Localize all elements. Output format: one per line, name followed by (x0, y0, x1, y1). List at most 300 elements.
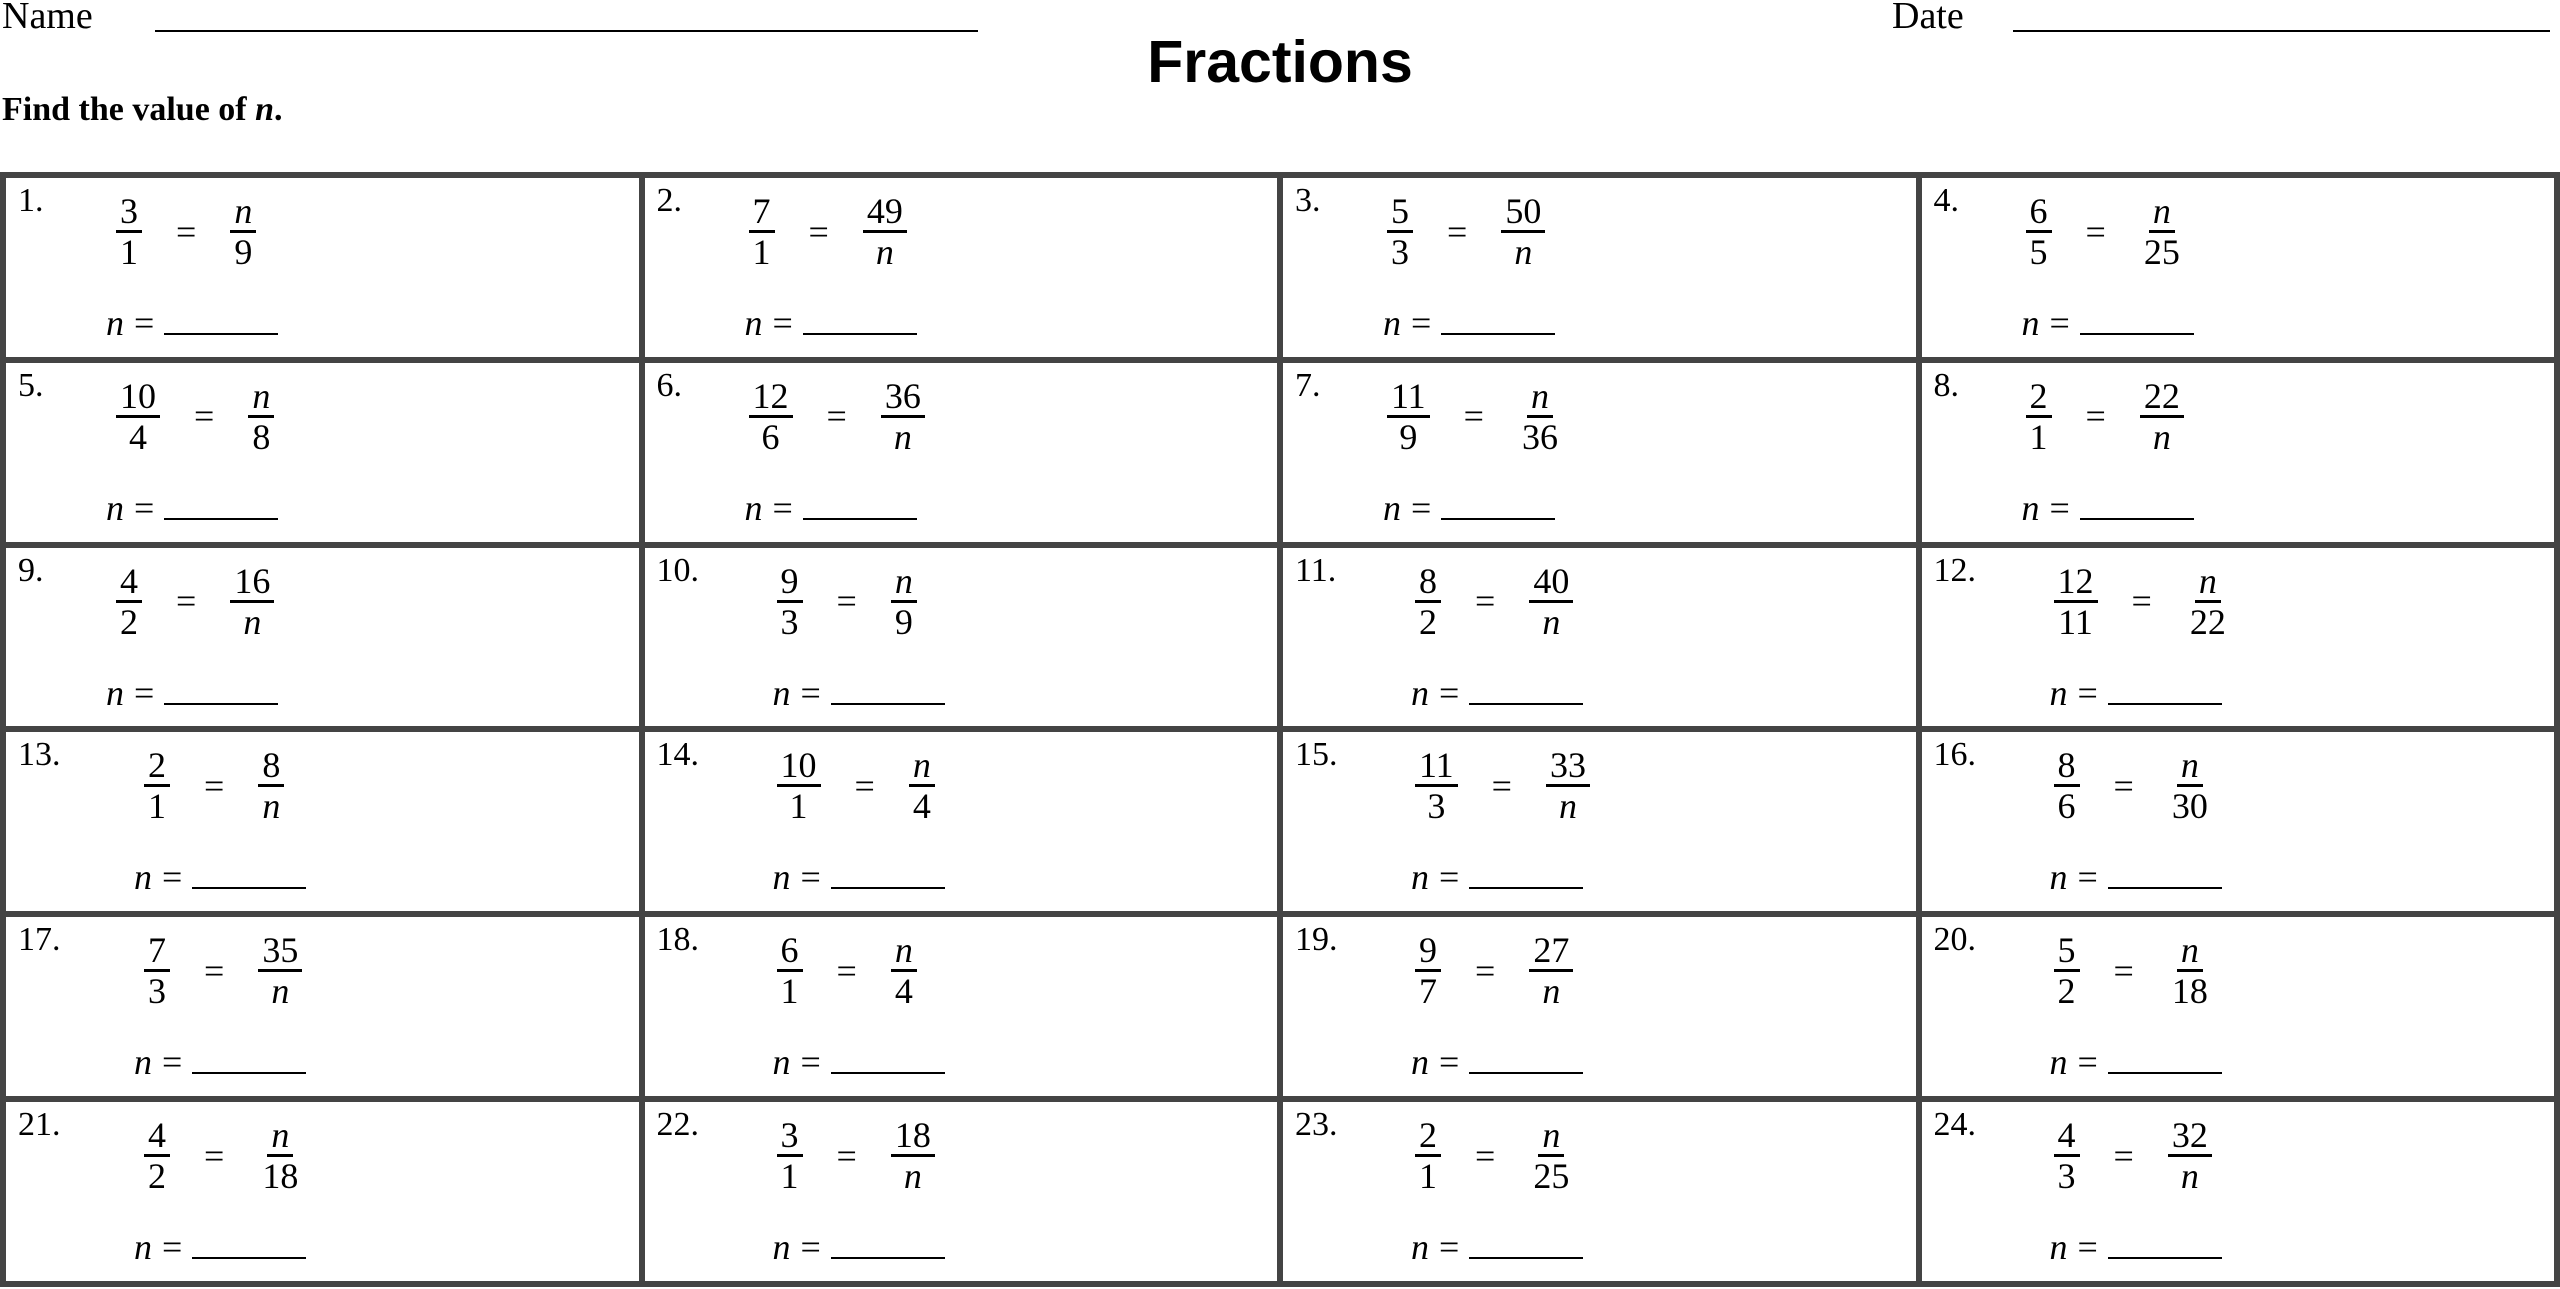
numerator: 6 (2026, 192, 2052, 233)
problem-number: 13. (18, 736, 61, 774)
problem-number: 3. (1295, 182, 1321, 219)
numerator: 16 (230, 562, 274, 603)
problem-number: 8. (1933, 366, 1959, 404)
denominator: n (243, 601, 262, 642)
right-fraction (881, 377, 925, 456)
numerator: 8 (1415, 562, 1441, 603)
numerator: 9 (777, 562, 803, 603)
denominator: 1 (780, 971, 799, 1012)
left-fraction (777, 1116, 803, 1195)
equals-sign: = (826, 396, 847, 437)
denominator: 6 (761, 416, 780, 457)
numerator: n (2195, 562, 2221, 603)
proportion-equation (2054, 1116, 2212, 1195)
numerator: n (1527, 377, 1553, 418)
left-fraction (2054, 931, 2080, 1010)
denominator: 1 (148, 786, 166, 827)
problem-number: 2. (656, 182, 682, 219)
problem-number: 6. (656, 366, 682, 404)
denominator: n (271, 971, 290, 1012)
equals-sign: = (194, 396, 215, 437)
numerator: n (267, 1116, 293, 1157)
denominator: 1 (120, 232, 138, 272)
problem-cell (3, 914, 642, 1099)
denominator: n (2152, 416, 2171, 457)
answer-line (2022, 487, 2194, 529)
numerator: 2 (1415, 1116, 1441, 1157)
answer-line (1411, 1041, 1583, 1083)
proportion-equation (749, 192, 907, 271)
problem-number: 9. (18, 551, 44, 589)
denominator: 1 (780, 1156, 799, 1197)
numerator: 7 (144, 931, 170, 972)
answer-blank[interactable] (192, 1229, 306, 1259)
problem-grid (0, 172, 2560, 1287)
numerator: 50 (1501, 192, 1545, 233)
answer-blank[interactable] (831, 675, 945, 705)
answer-variable: n (106, 672, 124, 713)
answer-equals: = (134, 672, 155, 713)
equals-sign: = (1447, 211, 1468, 252)
answer-equals: = (162, 1042, 183, 1083)
right-fraction (863, 192, 907, 271)
answer-blank[interactable] (803, 490, 917, 520)
numerator: 8 (2054, 746, 2080, 787)
denominator: 1 (789, 786, 808, 827)
denominator: 3 (1427, 786, 1446, 827)
denominator: 2 (120, 601, 138, 642)
denominator: 4 (894, 971, 913, 1012)
numerator: 10 (777, 746, 821, 787)
proportion-equation (2054, 746, 2212, 825)
left-fraction (144, 931, 170, 1010)
answer-variable: n (106, 487, 124, 528)
denominator: n (262, 786, 281, 827)
answer-line (106, 302, 278, 344)
problem-cell (1280, 360, 1919, 545)
answer-blank[interactable] (2108, 675, 2222, 705)
denominator: 3 (148, 971, 166, 1012)
answer-line (134, 1226, 306, 1268)
denominator: 18 (262, 1156, 299, 1197)
right-fraction (1501, 192, 1545, 271)
numerator: 5 (2054, 931, 2080, 972)
left-fraction (1415, 931, 1441, 1010)
answer-blank[interactable] (831, 859, 945, 889)
page-title: Fractions (1147, 29, 1413, 95)
numerator: 2 (2026, 377, 2052, 418)
numerator: 4 (144, 1116, 170, 1157)
proportion-equation (1415, 746, 1590, 825)
denominator: 2 (2057, 971, 2076, 1012)
numerator: 35 (258, 931, 302, 972)
problem-cell (1919, 175, 2558, 360)
equals-sign: = (2085, 396, 2106, 437)
left-fraction (2054, 562, 2098, 641)
proportion-equation (116, 192, 256, 271)
denominator: 1 (1419, 1156, 1437, 1197)
answer-line (773, 1226, 945, 1268)
answer-equals: = (2077, 672, 2098, 713)
right-fraction (1529, 1116, 1573, 1195)
numerator: 6 (777, 931, 803, 972)
denominator: n (893, 416, 912, 457)
numerator: 27 (1529, 931, 1573, 972)
answer-blank[interactable] (192, 1044, 306, 1074)
left-fraction (116, 192, 142, 271)
denominator: 36 (1521, 416, 1558, 457)
numerator: 5 (1387, 192, 1413, 233)
left-fraction (777, 562, 803, 641)
answer-blank[interactable] (2108, 1044, 2222, 1074)
answer-line (1383, 302, 1555, 344)
numerator: 40 (1529, 562, 1573, 603)
instruction-variable: n (255, 91, 275, 128)
answer-variable: n (1411, 857, 1429, 898)
proportion-equation (777, 1116, 935, 1195)
numerator: n (2149, 192, 2175, 233)
equals-sign: = (854, 765, 875, 806)
date-label: Date (1892, 0, 1964, 37)
answer-equals: = (772, 303, 793, 343)
proportion-equation (144, 931, 302, 1010)
answer-blank[interactable] (1469, 1229, 1583, 1259)
denominator: 8 (252, 416, 271, 457)
answer-variable: n (1411, 1227, 1429, 1268)
equals-sign: = (836, 950, 857, 991)
proportion-equation (2054, 931, 2212, 1010)
answer-equals: = (772, 487, 793, 528)
answer-equals: = (134, 487, 155, 528)
denominator: 5 (2029, 232, 2048, 272)
denominator: 3 (1391, 232, 1409, 272)
proportion-equation (2026, 377, 2184, 456)
answer-equals: = (1411, 487, 1432, 528)
denominator: 2 (1419, 601, 1437, 642)
numerator: 12 (2054, 562, 2098, 603)
left-fraction (1415, 562, 1441, 641)
numerator: 3 (777, 1116, 803, 1157)
denominator: n (1514, 232, 1533, 272)
numerator: 12 (749, 377, 793, 418)
answer-equals: = (1439, 857, 1460, 898)
answer-line (745, 302, 917, 344)
answer-equals: = (1439, 672, 1460, 713)
problem-cell (1919, 545, 2558, 730)
equals-sign: = (1475, 1135, 1496, 1176)
denominator: n (875, 232, 894, 272)
proportion-equation (1387, 377, 1562, 456)
answer-variable: n (772, 1042, 791, 1083)
problem-cell (3, 1099, 642, 1284)
problem-number: 23. (1295, 1106, 1338, 1144)
answer-variable: n (1411, 1042, 1429, 1083)
denominator: 6 (2057, 786, 2076, 827)
right-fraction (2168, 1116, 2212, 1195)
right-fraction (258, 1116, 302, 1195)
answer-line (2022, 302, 2194, 344)
problem-cell (1280, 545, 1919, 730)
answer-blank[interactable] (803, 305, 917, 335)
answer-blank[interactable] (1441, 305, 1555, 335)
answer-variable: n (2049, 1227, 2068, 1268)
problem-number: 4. (1933, 182, 1959, 219)
denominator: 25 (1533, 1156, 1570, 1197)
problem-cell (1280, 175, 1919, 360)
equals-sign: = (176, 211, 197, 252)
right-fraction (248, 377, 274, 456)
answer-line (106, 672, 278, 714)
problem-cell (3, 360, 642, 545)
denominator: 4 (912, 786, 931, 827)
numerator: 3 (116, 192, 142, 233)
left-fraction (2054, 746, 2080, 825)
answer-equals: = (800, 1042, 821, 1083)
numerator: 11 (1387, 377, 1430, 418)
right-fraction (1529, 931, 1573, 1010)
left-fraction (2026, 192, 2052, 271)
problem-cell (3, 545, 642, 730)
right-fraction (2168, 931, 2212, 1010)
problem-number: 12. (1933, 551, 1976, 589)
equals-sign: = (1475, 581, 1496, 622)
numerator: 36 (881, 377, 925, 418)
answer-blank[interactable] (1441, 490, 1555, 520)
problem-cell (3, 729, 642, 914)
numerator: 32 (2168, 1116, 2212, 1157)
answer-equals: = (2077, 857, 2098, 898)
answer-line (1411, 856, 1583, 898)
problem-number: 19. (1295, 921, 1338, 959)
problem-cell (642, 360, 1281, 545)
problem-number: 16. (1933, 736, 1976, 774)
left-fraction (1415, 1116, 1441, 1195)
answer-equals: = (134, 303, 155, 343)
problem-number: 18. (656, 921, 699, 959)
right-fraction (230, 562, 274, 641)
right-fraction (2186, 562, 2230, 641)
problem-cell (3, 175, 642, 360)
numerator: n (891, 562, 917, 603)
answer-blank[interactable] (831, 1229, 945, 1259)
left-fraction (116, 377, 160, 456)
denominator: 30 (2171, 786, 2208, 827)
proportion-equation (1415, 562, 1573, 641)
equals-sign: = (2085, 211, 2106, 252)
answer-blank[interactable] (164, 675, 278, 705)
problem-cell (1280, 1099, 1919, 1284)
answer-line (106, 487, 278, 529)
answer-variable: n (2049, 1042, 2068, 1083)
numerator: n (230, 192, 256, 233)
problem-cell (1280, 914, 1919, 1099)
right-fraction (909, 746, 935, 825)
problem-cell (642, 1099, 1281, 1284)
right-fraction (2168, 746, 2212, 825)
proportion-equation (749, 377, 925, 456)
name-label: Name (2, 0, 93, 37)
denominator: 1 (2029, 416, 2048, 457)
denominator: 25 (2143, 232, 2180, 272)
denominator: 4 (129, 416, 147, 457)
problem-cell (1919, 1099, 2558, 1284)
equals-sign: = (2113, 1135, 2134, 1176)
answer-blank[interactable] (192, 859, 306, 889)
problem-number: 24. (1933, 1106, 1976, 1144)
right-fraction (258, 931, 302, 1010)
equals-sign: = (1463, 396, 1484, 437)
answer-blank[interactable] (2108, 1229, 2222, 1259)
answer-blank[interactable] (164, 490, 278, 520)
answer-line (773, 672, 945, 714)
numerator: 18 (891, 1116, 935, 1157)
equals-sign: = (836, 581, 857, 622)
answer-equals: = (2049, 487, 2070, 528)
answer-line (2050, 856, 2222, 898)
equals-sign: = (204, 1135, 225, 1176)
proportion-equation (777, 931, 917, 1010)
answer-blank[interactable] (831, 1044, 945, 1074)
problem-number: 21. (18, 1106, 61, 1144)
right-fraction (891, 562, 917, 641)
problem-cell (642, 914, 1281, 1099)
equals-sign: = (1491, 765, 1512, 806)
left-fraction (116, 562, 142, 641)
problem-cell (1919, 360, 2558, 545)
answer-blank[interactable] (2080, 305, 2194, 335)
denominator: 9 (234, 232, 253, 272)
proportion-equation (116, 377, 274, 456)
answer-line (1411, 672, 1583, 714)
answer-equals: = (2077, 1227, 2098, 1268)
numerator: n (248, 377, 274, 418)
numerator: 7 (749, 192, 775, 233)
answer-variable: n (134, 1227, 152, 1268)
problem-number: 20. (1933, 921, 1976, 959)
left-fraction (777, 931, 803, 1010)
answer-variable: n (772, 857, 791, 898)
left-fraction (144, 1116, 170, 1195)
right-fraction (1546, 746, 1590, 825)
numerator: n (2177, 746, 2203, 787)
numerator: n (1538, 1116, 1564, 1157)
denominator: n (1542, 971, 1561, 1012)
denominator: n (1558, 786, 1577, 827)
denominator: 9 (894, 601, 913, 642)
numerator: n (2177, 931, 2203, 972)
answer-variable: n (1383, 487, 1401, 528)
answer-equals: = (2049, 303, 2070, 343)
answer-blank[interactable] (2080, 490, 2194, 520)
denominator: n (903, 1156, 922, 1197)
denominator: 22 (2189, 601, 2226, 642)
answer-variable: n (2021, 303, 2040, 343)
answer-equals: = (800, 857, 821, 898)
answer-equals: = (800, 1227, 821, 1268)
problem-cell (1919, 914, 2558, 1099)
answer-blank[interactable] (164, 305, 278, 335)
answer-equals: = (1411, 303, 1432, 343)
answer-blank[interactable] (1469, 1044, 1583, 1074)
left-fraction (1387, 377, 1430, 456)
answer-blank[interactable] (1469, 675, 1583, 705)
equals-sign: = (808, 211, 829, 252)
denominator: 3 (780, 601, 799, 642)
numerator: n (909, 746, 935, 787)
answer-blank[interactable] (1469, 859, 1583, 889)
numerator: 22 (2140, 377, 2184, 418)
answer-line (1411, 1226, 1583, 1268)
right-fraction (1529, 562, 1573, 641)
left-fraction (1387, 192, 1413, 271)
denominator: n (2180, 1156, 2199, 1197)
equals-sign: = (836, 1135, 857, 1176)
problem-cell (1280, 729, 1919, 914)
right-fraction (891, 1116, 935, 1195)
answer-line (134, 1041, 306, 1083)
numerator: 11 (1415, 746, 1458, 787)
numerator: 4 (2054, 1116, 2080, 1157)
problem-number: 1. (18, 182, 44, 219)
equals-sign: = (2113, 765, 2134, 806)
answer-variable: n (2049, 857, 2068, 898)
left-fraction (749, 192, 775, 271)
problem-number: 15. (1295, 736, 1338, 774)
answer-line (2050, 1226, 2222, 1268)
answer-equals: = (2077, 1042, 2098, 1083)
denominator: 7 (1419, 971, 1437, 1012)
proportion-equation (1415, 931, 1573, 1010)
answer-variable: n (134, 857, 152, 898)
instruction-period: . (274, 91, 283, 128)
proportion-equation (777, 562, 917, 641)
answer-variable: n (1383, 303, 1401, 343)
proportion-equation (1387, 192, 1545, 271)
answer-line (773, 856, 945, 898)
problem-number: 5. (18, 366, 44, 404)
answer-variable: n (1411, 672, 1429, 713)
denominator: 1 (752, 232, 771, 272)
problem-number: 22. (656, 1106, 699, 1144)
equals-sign: = (2113, 950, 2134, 991)
denominator: 9 (1399, 416, 1418, 457)
answer-equals: = (1439, 1042, 1460, 1083)
answer-variable: n (772, 672, 791, 713)
answer-line (2050, 1041, 2222, 1083)
answer-equals: = (162, 857, 183, 898)
proportion-equation (777, 746, 935, 825)
denominator: 18 (2171, 971, 2208, 1012)
numerator: 4 (116, 562, 142, 603)
numerator: 10 (116, 377, 160, 418)
problem-number: 11. (1295, 551, 1337, 589)
problem-cell (642, 729, 1281, 914)
problem-number: 17. (18, 921, 61, 959)
right-fraction (891, 931, 917, 1010)
answer-line (2050, 672, 2222, 714)
answer-equals: = (1439, 1227, 1460, 1268)
problem-number: 14. (656, 736, 699, 774)
left-fraction (749, 377, 793, 456)
equals-sign: = (1475, 950, 1496, 991)
answer-line (134, 856, 306, 898)
right-fraction (2140, 377, 2184, 456)
left-fraction (777, 746, 821, 825)
answer-blank[interactable] (2108, 859, 2222, 889)
proportion-equation (116, 562, 274, 641)
answer-line (773, 1041, 945, 1083)
answer-line (745, 487, 917, 529)
